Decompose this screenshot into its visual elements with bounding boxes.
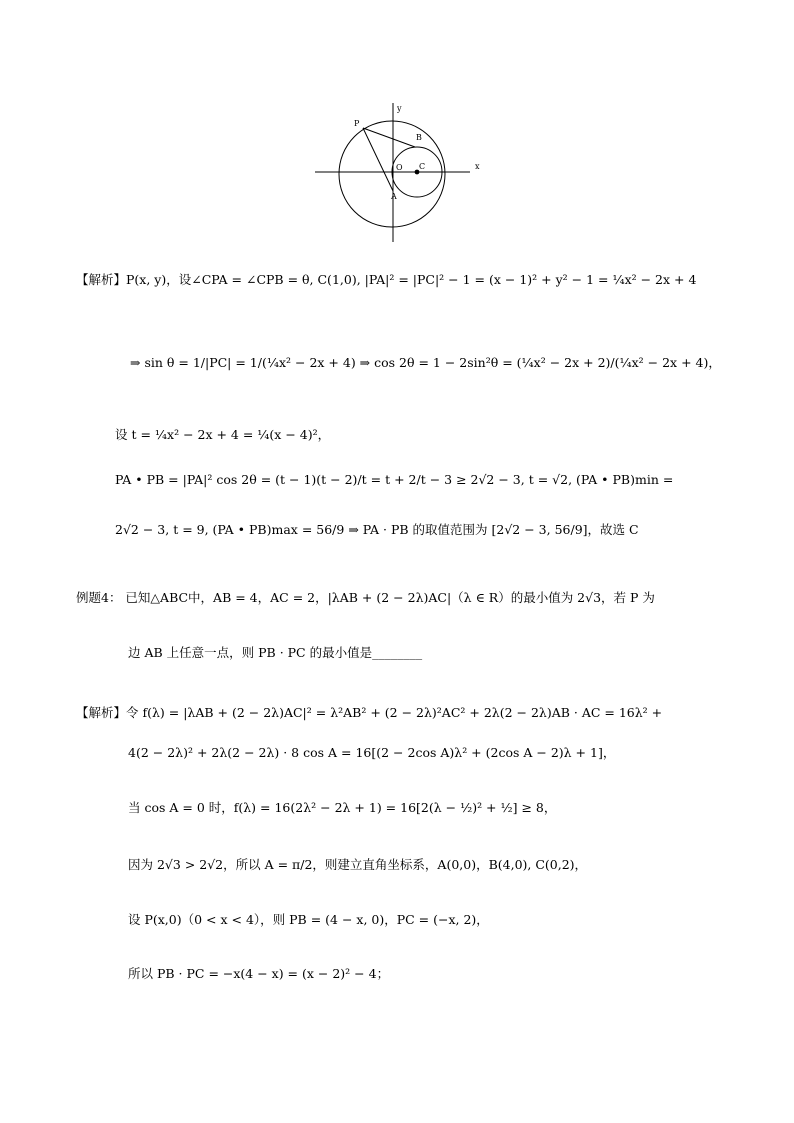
- solution3-line3: 设 t = ¼x² − 2x + 4 = ¼(x − 4)²，: [115, 427, 331, 442]
- solution4-line4: 因为 2√3 > 2√2，所以 A = π/2，则建立直角坐标系，A(0,0)，B(4,0), C(0,2)，: [128, 857, 588, 872]
- solution3-line2: ⇒ sin θ = 1/|PC| = 1/(¼x² − 2x + 4) ⇒ cos 2θ = 1 − 2sin²θ = (¼x² − 2x + 2)/(¼x² − 2x + 4)，: [130, 355, 721, 370]
- label-x: x: [475, 162, 480, 171]
- label-a: A: [391, 192, 397, 201]
- solution4-line1: 【解析】令 f(λ) = |λAB + (2 − 2λ)AC|² = λ²AB² + (2 − 2λ)²AC² + 2λ(2 − 2λ)AB · AC = 16λ² +: [76, 705, 663, 720]
- solution4-line2: 4(2 − 2λ)² + 2λ(2 − 2λ) · 8 cos A = 16[(2 − 2cos A)λ² + (2cos A − 2)λ + 1]，: [128, 745, 616, 760]
- label-y: y: [397, 104, 402, 113]
- solution3-line4: PA • PB = |PA|² cos 2θ = (t − 1)(t − 2)/t = t + 2/t − 3 ≥ 2√2 − 3, t = √2, (PA • PB)min =: [115, 472, 674, 487]
- geometry-figure: [0, 0, 794, 260]
- solution4-line5: 设 P(x,0)（0 < x < 4），则 PB = (4 − x, 0)，PC = (−x, 2)，: [128, 912, 489, 927]
- label-b: B: [416, 133, 422, 142]
- label-c: C: [419, 162, 426, 171]
- example4-line2: 边 AB 上任意一点，则 PB · PC 的最小值是________: [128, 645, 423, 660]
- solution3-line1: 【解析】P(x, y)，设∠CPA = ∠CPB = θ, C(1,0), |PA|² = |PC|² − 1 = (x − 1)² + y² − 1 = ¼x² − 2x + 4: [76, 272, 697, 287]
- solution3-line5: 2√2 − 3, t = 9, (PA • PB)max = 56/9 ⇒ PA · PB 的取值范围为 [2√2 − 3, 56/9]，故选 C: [115, 522, 639, 537]
- label-o: O: [396, 163, 403, 172]
- solution4-line3: 当 cos A = 0 时，f(λ) = 16(2λ² − 2λ + 1) = 16[2(λ − ½)² + ½] ≥ 8，: [128, 800, 557, 815]
- label-p: P: [354, 119, 360, 128]
- example4-line1: 例题4： 已知△ABC中，AB = 4，AC = 2，|λAB + (2 − 2λ)AC|（λ ∈ R）的最小值为 2√3，若 P 为: [76, 590, 655, 605]
- solution4-line6: 所以 PB · PC = −x(4 − x) = (x − 2)² − 4；: [128, 966, 390, 981]
